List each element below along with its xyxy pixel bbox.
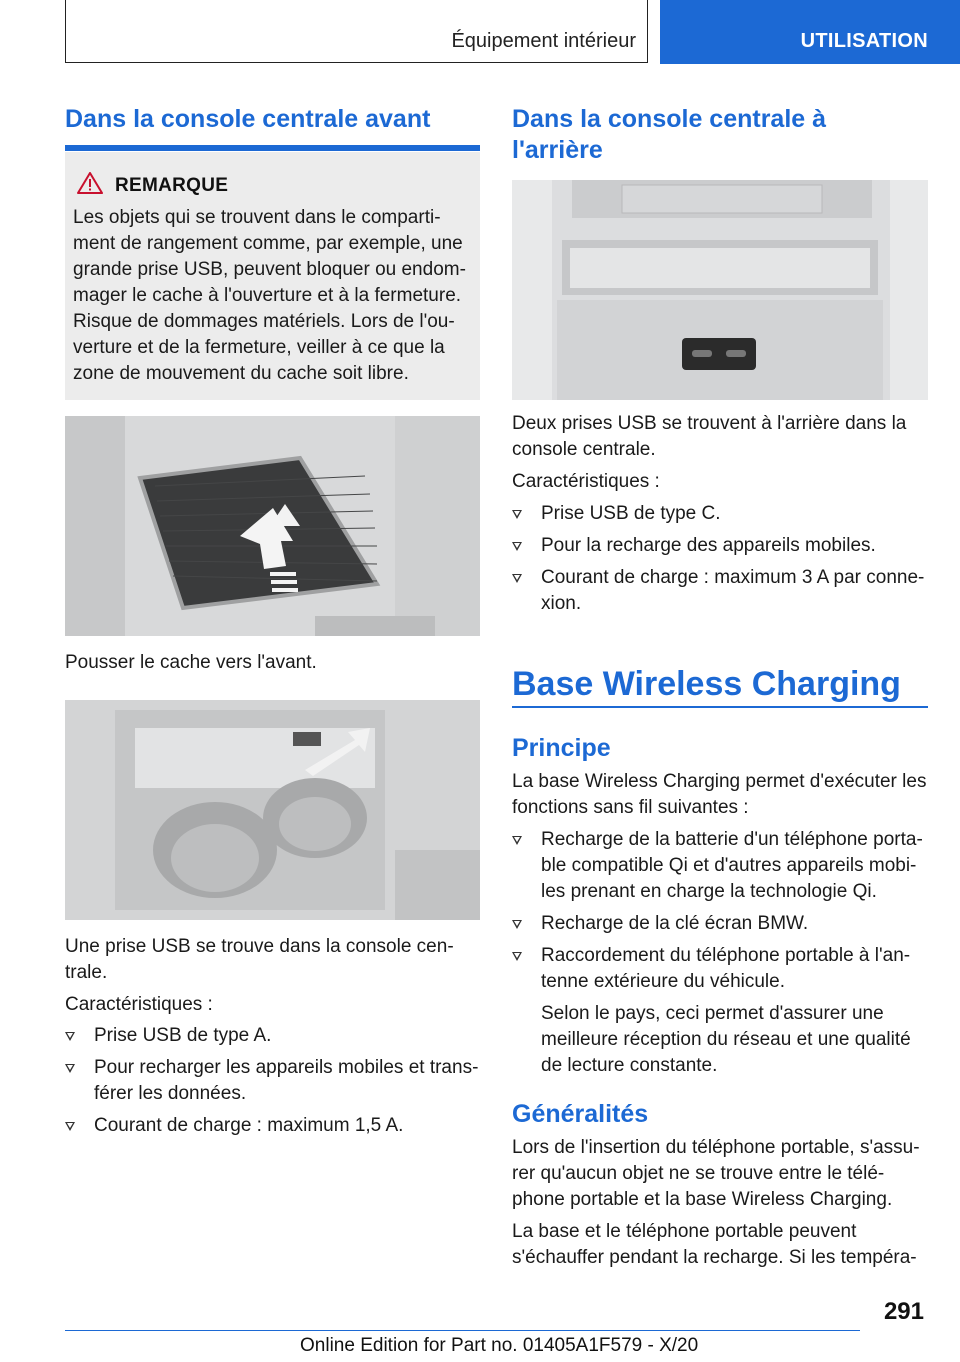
list-item: Pour recharger les appareils mobiles et trans- férer les données.	[65, 1055, 480, 1107]
footer-edition: Online Edition for Part no. 01405A1F579 - X/20	[300, 1335, 699, 1356]
note-line: Risque de dommages matériels. Lors de l'ou-	[73, 311, 455, 332]
principe-list	[512, 827, 928, 1085]
triangle-bullet-icon	[512, 542, 522, 551]
header-tab	[660, 0, 960, 64]
triangle-bullet-icon	[512, 920, 522, 929]
list-item: Raccordement du téléphone portable à l'an- tenne extérieure du véhicule. Selon le pays, ceci permet d'assurer une meilleure réception du réseau et une qualité de lecture constante.	[512, 943, 928, 1079]
generalites-para2: La base et le téléphone portable peuvent s'échauffer pendant la recharge. Si les tempéra-	[512, 1221, 917, 1268]
note-line: Les objets qui se trouvent dans le comparti-	[73, 207, 441, 228]
list-item: Courant de charge : maximum 3 A par conne- xion.	[512, 565, 928, 617]
caption-push-cover: Pousser le cache vers l'avant.	[65, 652, 317, 673]
principe-intro-l2: fonctions sans fil suivantes :	[512, 797, 749, 818]
triangle-bullet-icon	[512, 510, 522, 519]
photo-console-cover	[65, 416, 480, 636]
warning-note	[65, 152, 480, 400]
list-item-extra: Selon le pays, ceci permet d'assurer une meilleure réception du réseau et une qualité de lecture constante.	[541, 1003, 911, 1076]
generalites-heading: Généralités	[512, 1100, 649, 1128]
note-line: grande prise USB, peuvent bloquer ou endom-	[73, 259, 466, 280]
triangle-bullet-icon	[65, 1064, 75, 1073]
right-heading: Dans la console centrale à l'arrière	[512, 105, 827, 164]
photo-usb-rear	[512, 180, 928, 400]
list-item: Courant de charge : maximum 1,5 A.	[65, 1113, 480, 1139]
left-heading-rule	[65, 145, 480, 151]
triangle-bullet-icon	[512, 952, 522, 961]
triangle-bullet-icon	[65, 1122, 75, 1131]
triangle-bullet-icon	[512, 574, 522, 583]
list-item: Recharge de la batterie d'un téléphone porta- ble compatible Qi et d'autres appareils mobi- les prenant en charge la technologie Qi.	[512, 827, 928, 905]
features-list-left	[65, 1023, 480, 1145]
chapter-title: Base Wireless Charging	[512, 665, 901, 703]
header-tab-label: UTILISATION	[800, 30, 928, 52]
note-line: ment de rangement comme, par exemple, une	[73, 233, 463, 254]
footer-rule	[65, 1330, 860, 1331]
note-line: zone de mouvement du cache soit libre.	[73, 363, 409, 384]
list-item: Recharge de la clé écran BMW.	[512, 911, 928, 937]
features-label-left: Caractéristiques :	[65, 994, 213, 1015]
photo-usb-front	[65, 700, 480, 920]
list-item: Prise USB de type A.	[65, 1023, 480, 1049]
para-usb-rear-l1: Deux prises USB se trouvent à l'arrière dans la	[512, 413, 907, 434]
para-usb-front-l1: Une prise USB se trouve dans la console cen-	[65, 936, 454, 957]
para-usb-front-l2: trale.	[65, 962, 108, 983]
header-section-title: Équipement intérieur	[451, 30, 636, 52]
triangle-bullet-icon	[65, 1032, 75, 1041]
chapter-title-rule	[512, 706, 928, 708]
para-usb-rear-l2: console centrale.	[512, 439, 656, 460]
note-line: verture et de la fermeture, veiller à ce que la	[73, 337, 445, 358]
features-list-right	[512, 501, 928, 623]
note-title: REMARQUE	[115, 174, 229, 196]
note-line: mager le cache à l'ouverture et à la fermeture.	[73, 285, 462, 306]
warning-triangle-icon	[77, 172, 103, 199]
principe-heading: Principe	[512, 734, 611, 762]
triangle-bullet-icon	[512, 836, 522, 845]
note-text	[73, 205, 472, 387]
list-item: Prise USB de type C.	[512, 501, 928, 527]
left-heading: Dans la console centrale avant	[65, 105, 431, 133]
page-number: 291	[883, 1298, 924, 1325]
features-label-right: Caractéristiques :	[512, 471, 660, 492]
principe-intro-l1: La base Wireless Charging permet d'exécuter les	[512, 771, 927, 792]
list-item: Pour la recharge des appareils mobiles.	[512, 533, 928, 559]
generalites-para1: Lors de l'insertion du téléphone portable, s'assu- rer qu'aucun objet ne se trouve entre le télé- phone portable et la base Wireless Charging.	[512, 1137, 920, 1210]
